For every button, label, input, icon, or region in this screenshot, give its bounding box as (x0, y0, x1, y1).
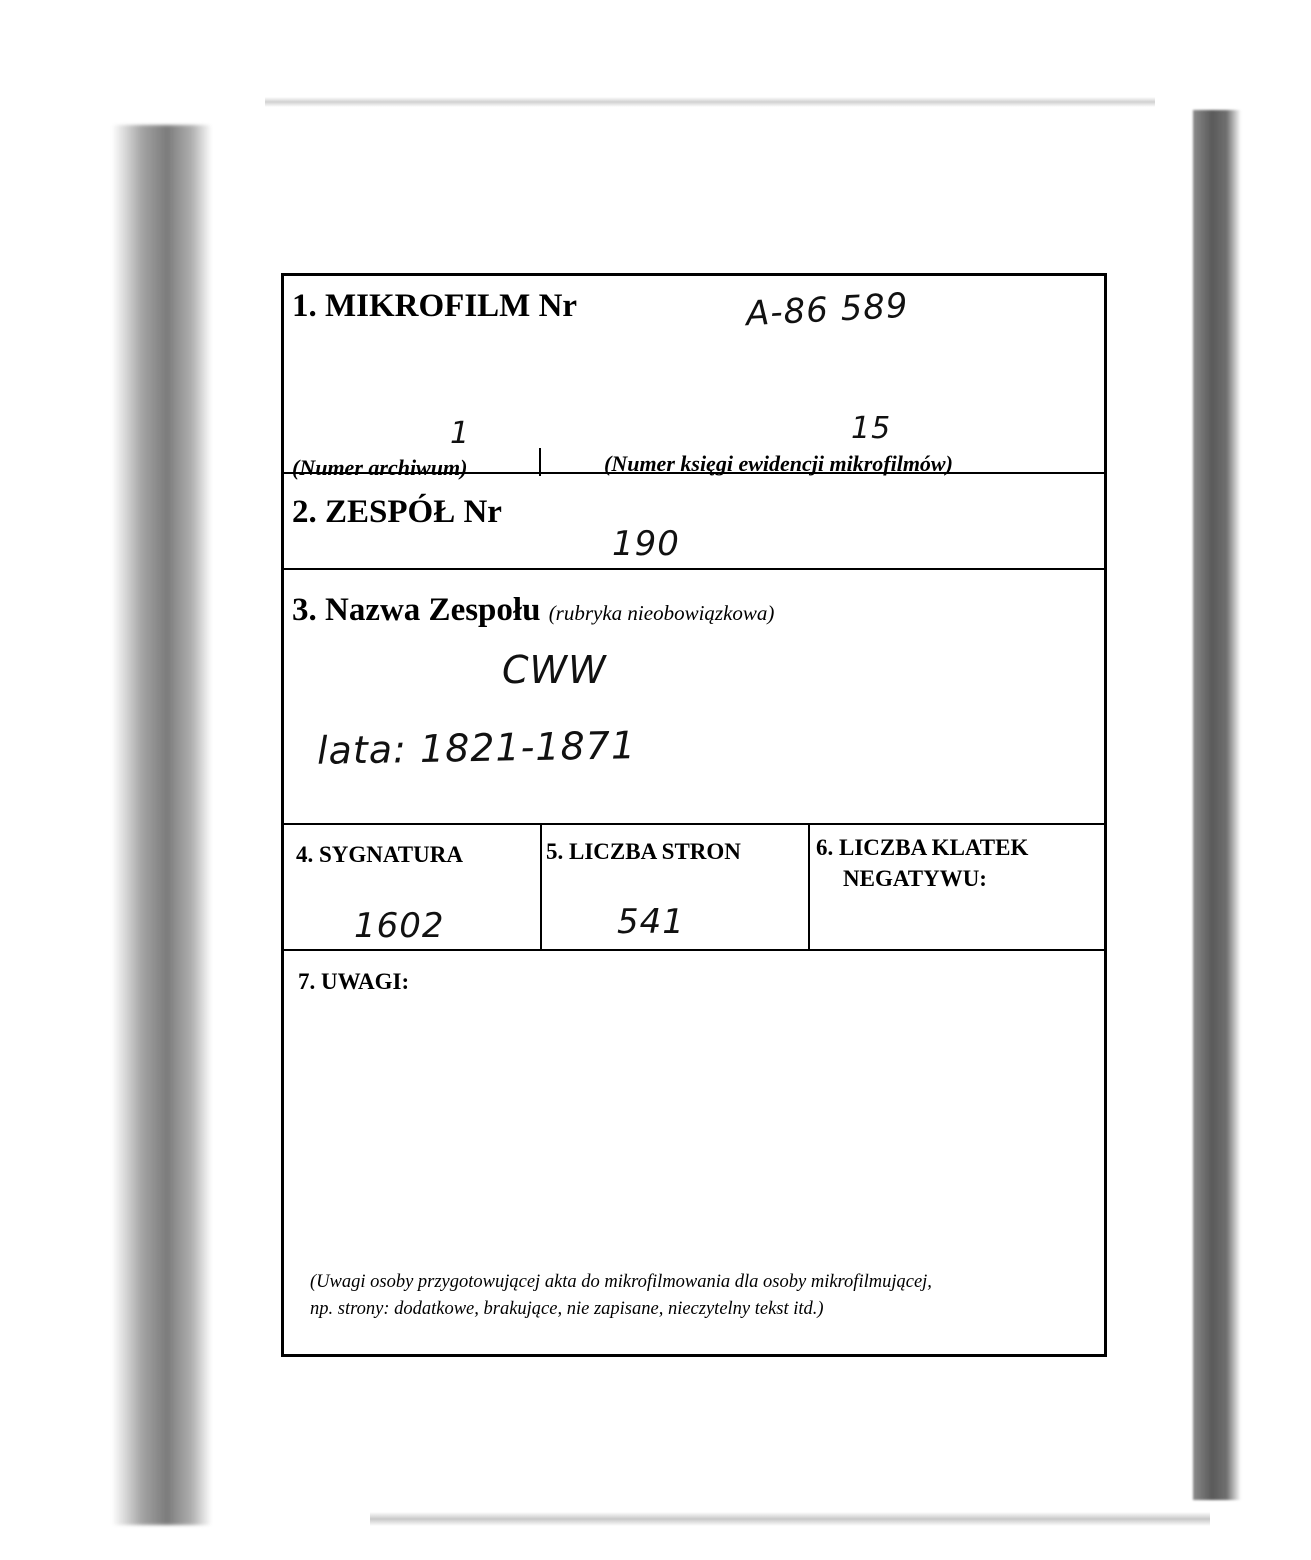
fonds-years-value: lata: 1821-1871 (316, 723, 637, 773)
page-count-value: 541 (617, 902, 685, 942)
fonds-number-label: 2. ZESPÓŁ Nr (292, 494, 502, 530)
divider-1 (284, 472, 1104, 474)
page-count-label: 5. LICZBA STRON (546, 839, 741, 864)
frame-count-label: 6. LICZBA KLATEK (816, 835, 1029, 860)
microfilm-number-label: 1. MIKROFILM Nr (292, 288, 578, 324)
divider-4-5 (540, 825, 542, 951)
divider-3 (284, 823, 1104, 825)
divider-6 (284, 949, 1104, 951)
fonds-name-value: CWW (502, 648, 607, 692)
signature-value: 1602 (354, 906, 445, 946)
archive-number-value: 1 (450, 416, 471, 451)
scan-edge-top (265, 97, 1155, 107)
archive-number-label: (Numer archiwum) (292, 455, 468, 480)
ledger-number-value: 15 (851, 411, 892, 446)
ledger-number-label: (Numer księgi ewidencji mikrofilmów) (604, 451, 953, 476)
frame-count-label-2: NEGATYWU: (843, 866, 987, 891)
fonds-name-title: 3. Nazwa Zespołu (292, 592, 541, 628)
remarks-label: 7. UWAGI: (298, 969, 410, 994)
divider-5-6 (808, 825, 810, 951)
fonds-number-value: 190 (612, 524, 680, 564)
microfilm-number-value: A-86 589 (745, 285, 910, 335)
scan-shadow-left (112, 125, 212, 1525)
microfilm-form (281, 273, 1107, 1357)
fonds-name-label (292, 592, 774, 629)
signature-label: 4. SYGNATURA (296, 842, 463, 867)
fonds-name-optional: (rubryka nieobowiązkowa) (548, 601, 775, 625)
remarks-note-line-2: np. strony: dodatkowe, brakujące, nie zapisane, nieczytelny tekst itd.) (310, 1299, 824, 1319)
remarks-note-line-1: (Uwagi osoby przygotowującej akta do mikrofilmowania dla osoby mikrofilmującej, (310, 1272, 932, 1292)
divider-2 (284, 568, 1104, 570)
scan-shadow-right (1193, 110, 1241, 1500)
scan-edge-bottom (370, 1512, 1210, 1526)
